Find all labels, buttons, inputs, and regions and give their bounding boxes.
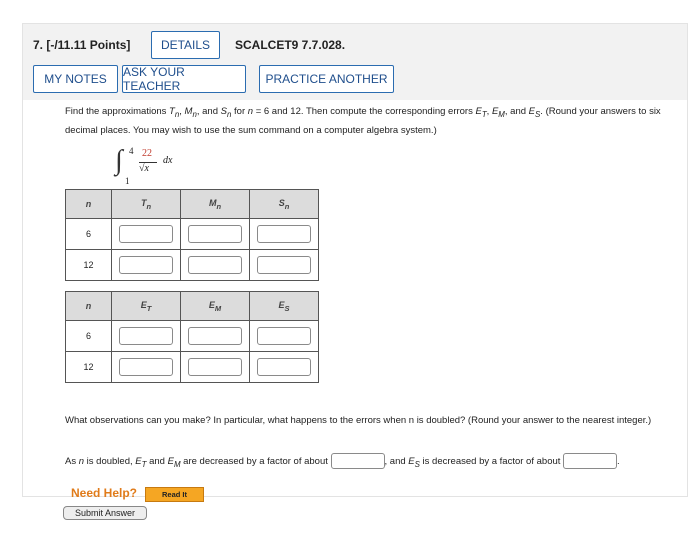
integral-upper-limit: 4 xyxy=(129,146,134,156)
question-header xyxy=(23,24,687,100)
em6-input[interactable] xyxy=(188,327,242,345)
factor-es-input[interactable] xyxy=(563,453,617,469)
s6-input[interactable] xyxy=(257,225,311,243)
integral-expression xyxy=(115,144,215,184)
m6-input[interactable] xyxy=(188,225,242,243)
integral-lower-limit: 1 xyxy=(125,176,130,186)
header-n: n xyxy=(66,190,112,219)
s12-input[interactable] xyxy=(257,256,311,274)
header-em: $E_M$ xyxy=(181,292,250,321)
errors-table xyxy=(65,291,319,383)
row-n-value: 12 xyxy=(66,352,112,383)
m12-input[interactable] xyxy=(188,256,242,274)
observations-answer-line: As n is doubled, $E_T$ and $E_M$ are decreased by a factor of about , and $E_S$ is decreased by a factor of about . xyxy=(65,453,689,474)
table-row xyxy=(66,219,319,250)
table-row xyxy=(66,250,319,281)
practice-another-button[interactable]: PRACTICE ANOTHER xyxy=(259,65,394,93)
integral-dx: dx xyxy=(163,155,173,166)
row-n-value: 12 xyxy=(66,250,112,281)
header-et: $E_T$ xyxy=(112,292,181,321)
read-it-button[interactable]: Read It xyxy=(145,487,204,502)
details-button[interactable]: DETAILS xyxy=(151,31,220,59)
problem-statement: Find the approximations $T_n$, $M_n$, and $S_n$ for n = 6 and 12. Then compute the corresponding errors $E_T$, $E_M$, and $E_S$. (Round your answers to six decimal places. You may wish to use the sum command on a computer algebra system.) xyxy=(65,106,661,136)
factor-et-em-input[interactable] xyxy=(331,453,385,469)
integral-sign-icon: ∫ xyxy=(115,145,123,176)
et12-input[interactable] xyxy=(119,358,173,376)
question-card xyxy=(22,23,688,500)
row-n-value: 6 xyxy=(66,219,112,250)
t6-input[interactable] xyxy=(119,225,173,243)
es6-input[interactable] xyxy=(257,327,311,345)
em12-input[interactable] xyxy=(188,358,242,376)
header-tn: $T_n$ xyxy=(112,190,181,219)
row-n-value: 6 xyxy=(66,321,112,352)
my-notes-button[interactable]: MY NOTES xyxy=(33,65,118,93)
need-help-label: Need Help? xyxy=(71,486,138,500)
header-es: $E_S$ xyxy=(250,292,319,321)
observations-question: What observations can you make? In particular, what happens to the errors when n is doubled? (Round your answer to the nearest integer.) xyxy=(65,415,652,426)
es12-input[interactable] xyxy=(257,358,311,376)
ask-your-teacher-button[interactable]: ASK YOUR TEACHER xyxy=(122,65,246,93)
table-row xyxy=(66,352,319,383)
approximations-table xyxy=(65,189,319,281)
table-row xyxy=(66,321,319,352)
et6-input[interactable] xyxy=(119,327,173,345)
header-mn: $M_n$ xyxy=(181,190,250,219)
header-sn: $S_n$ xyxy=(250,190,319,219)
submit-answer-button[interactable]: Submit Answer xyxy=(63,506,147,520)
integrand-denominator: √x xyxy=(139,163,149,174)
question-code: SCALCET9 7.7.028. xyxy=(235,38,346,52)
integrand-numerator: 22 xyxy=(142,148,152,159)
t12-input[interactable] xyxy=(119,256,173,274)
question-number-points: 7. [-/11.11 Points] xyxy=(33,38,131,52)
header-n: n xyxy=(66,292,112,321)
